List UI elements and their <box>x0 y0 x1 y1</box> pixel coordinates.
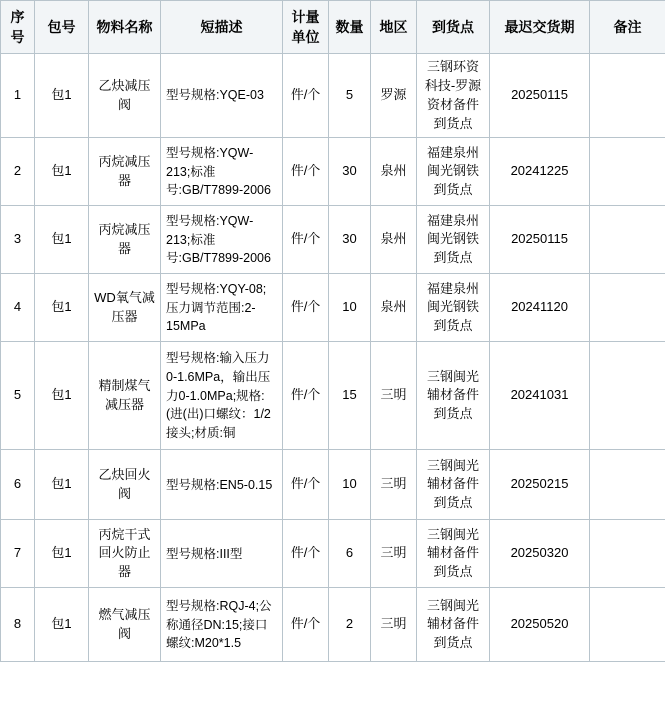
cell-remark <box>590 588 665 662</box>
cell-package: 包1 <box>35 588 89 662</box>
cell-unit: 件/个 <box>283 588 329 662</box>
cell-region: 罗源 <box>371 54 417 138</box>
cell-seq: 1 <box>1 54 35 138</box>
cell-material-name: 丙烷减压器 <box>89 206 161 274</box>
column-header-arrival-point: 到货点 <box>417 1 490 54</box>
cell-package: 包1 <box>35 206 89 274</box>
table-row <box>1 588 665 662</box>
cell-deadline: 20250115 <box>490 206 590 274</box>
cell-unit: 件/个 <box>283 274 329 342</box>
cell-arrival-point: 三钢闽光辅材备件到货点 <box>417 588 490 662</box>
cell-arrival-point: 三钢环资科技-罗源资材备件到货点 <box>417 54 490 138</box>
cell-remark <box>590 206 665 274</box>
cell-deadline: 20241120 <box>490 274 590 342</box>
cell-material-name: 乙炔回火阀 <box>89 450 161 520</box>
table-row <box>1 54 665 138</box>
cell-arrival-point: 福建泉州闽光钢铁到货点 <box>417 138 490 206</box>
cell-short-description: 型号规格:输入压力0-1.6MPa，输出压力0-1.0MPa;规格:(进(出)口螺纹：1/2接头;材质:铜 <box>161 342 283 450</box>
table-row <box>1 138 665 206</box>
cell-quantity: 6 <box>329 520 371 588</box>
table-header-row <box>1 1 665 54</box>
cell-seq: 5 <box>1 342 35 450</box>
cell-material-name: 燃气减压阀 <box>89 588 161 662</box>
cell-deadline: 20250520 <box>490 588 590 662</box>
cell-region: 泉州 <box>371 274 417 342</box>
cell-material-name: 乙炔减压阀 <box>89 54 161 138</box>
cell-unit: 件/个 <box>283 520 329 588</box>
column-header-short-description: 短描述 <box>161 1 283 54</box>
table-header <box>1 1 665 54</box>
cell-package: 包1 <box>35 342 89 450</box>
cell-package: 包1 <box>35 450 89 520</box>
cell-seq: 4 <box>1 274 35 342</box>
cell-material-name: 丙烷干式回火防止器 <box>89 520 161 588</box>
cell-package: 包1 <box>35 138 89 206</box>
column-header-package: 包号 <box>35 1 89 54</box>
cell-seq: 7 <box>1 520 35 588</box>
cell-region: 三明 <box>371 520 417 588</box>
cell-unit: 件/个 <box>283 450 329 520</box>
cell-deadline: 20250320 <box>490 520 590 588</box>
column-header-region: 地区 <box>371 1 417 54</box>
cell-arrival-point: 三钢闽光辅材备件到货点 <box>417 520 490 588</box>
table-row <box>1 342 665 450</box>
cell-remark <box>590 138 665 206</box>
cell-short-description: 型号规格:III型 <box>161 520 283 588</box>
cell-short-description: 型号规格:YQE-03 <box>161 54 283 138</box>
cell-quantity: 30 <box>329 138 371 206</box>
cell-package: 包1 <box>35 520 89 588</box>
cell-material-name: 丙烷减压器 <box>89 138 161 206</box>
cell-short-description: 型号规格:YQW-213;标准号:GB/T7899-2006 <box>161 206 283 274</box>
cell-remark <box>590 342 665 450</box>
cell-deadline: 20241031 <box>490 342 590 450</box>
table-row <box>1 274 665 342</box>
column-header-remark: 备注 <box>590 1 665 54</box>
cell-deadline: 20241225 <box>490 138 590 206</box>
cell-deadline: 20250215 <box>490 450 590 520</box>
cell-arrival-point: 三钢闽光辅材备件到货点 <box>417 342 490 450</box>
cell-quantity: 30 <box>329 206 371 274</box>
cell-material-name: WD氧气减压器 <box>89 274 161 342</box>
cell-unit: 件/个 <box>283 138 329 206</box>
cell-short-description: 型号规格:YQW-213;标准号:GB/T7899-2006 <box>161 138 283 206</box>
cell-remark <box>590 274 665 342</box>
cell-short-description: 型号规格:YQY-08;压力调节范围:2-15MPa <box>161 274 283 342</box>
table-body <box>1 54 665 662</box>
cell-short-description: 型号规格:RQJ-4;公称通径DN:15;接口螺纹:M20*1.5 <box>161 588 283 662</box>
cell-region: 三明 <box>371 450 417 520</box>
cell-seq: 3 <box>1 206 35 274</box>
cell-region: 三明 <box>371 342 417 450</box>
column-header-deadline: 最迟交货期 <box>490 1 590 54</box>
cell-quantity: 10 <box>329 450 371 520</box>
cell-quantity: 2 <box>329 588 371 662</box>
cell-unit: 件/个 <box>283 342 329 450</box>
cell-unit: 件/个 <box>283 206 329 274</box>
cell-quantity: 10 <box>329 274 371 342</box>
table-row <box>1 450 665 520</box>
cell-region: 三明 <box>371 588 417 662</box>
cell-remark <box>590 54 665 138</box>
cell-arrival-point: 福建泉州闽光钢铁到货点 <box>417 274 490 342</box>
cell-remark <box>590 520 665 588</box>
cell-region: 泉州 <box>371 138 417 206</box>
table-row <box>1 520 665 588</box>
column-header-seq: 序号 <box>1 1 35 54</box>
column-header-material-name: 物料名称 <box>89 1 161 54</box>
cell-short-description: 型号规格:EN5-0.15 <box>161 450 283 520</box>
cell-package: 包1 <box>35 54 89 138</box>
cell-package: 包1 <box>35 274 89 342</box>
cell-unit: 件/个 <box>283 54 329 138</box>
cell-quantity: 15 <box>329 342 371 450</box>
cell-material-name: 精制煤气减压器 <box>89 342 161 450</box>
cell-seq: 6 <box>1 450 35 520</box>
cell-arrival-point: 福建泉州闽光钢铁到货点 <box>417 206 490 274</box>
cell-seq: 2 <box>1 138 35 206</box>
cell-arrival-point: 三钢闽光辅材备件到货点 <box>417 450 490 520</box>
cell-region: 泉州 <box>371 206 417 274</box>
cell-quantity: 5 <box>329 54 371 138</box>
cell-deadline: 20250115 <box>490 54 590 138</box>
cell-remark <box>590 450 665 520</box>
column-header-unit: 计量单位 <box>283 1 329 54</box>
column-header-quantity: 数量 <box>329 1 371 54</box>
table-row <box>1 206 665 274</box>
cell-seq: 8 <box>1 588 35 662</box>
